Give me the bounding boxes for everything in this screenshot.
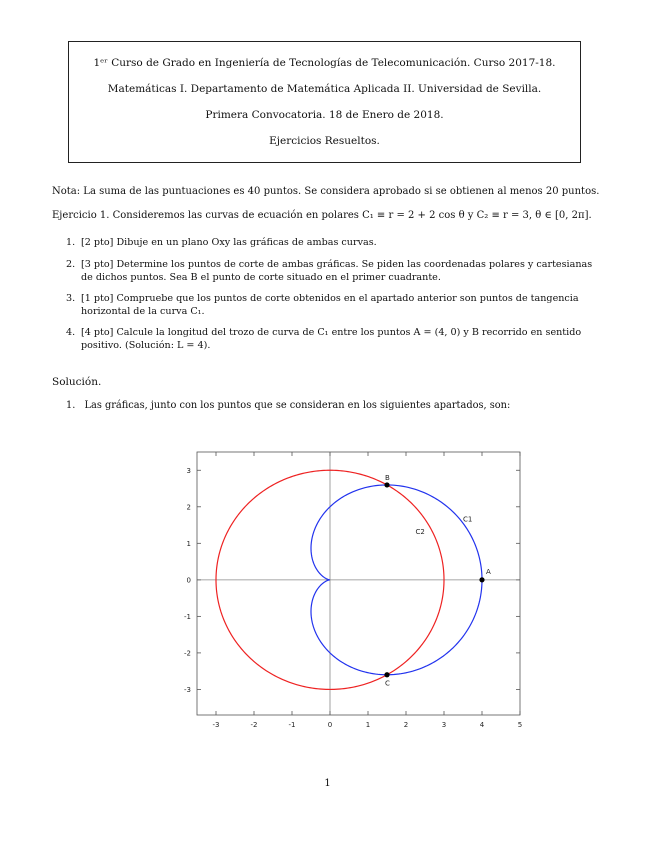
item-number: 2. <box>66 259 76 270</box>
exercise-statement <box>52 210 592 221</box>
item-number: 4. <box>66 327 76 338</box>
page-number: 1 <box>324 778 331 789</box>
exercise-text: Consideremos las curvas de ecuación en polares C₁ ≡ r = 2 + 2 cos θ y C₂ ≡ r = 3, θ ∈ [0, 2π]. <box>112 210 592 221</box>
x-tick-label: -3 <box>212 721 220 729</box>
plot-frame <box>197 452 520 715</box>
x-tick-label: 2 <box>403 721 409 729</box>
item-text: Las gráficas, junto con los puntos que se consideran en los siguientes apartados, son: <box>84 400 511 411</box>
y-tick-label: 1 <box>186 539 191 548</box>
grading-note: Nota: La suma de las puntuaciones es 40 puntos. Se considera aprobado si se obtienen al menos 20 puntos. <box>52 186 600 197</box>
solution-item <box>66 400 510 411</box>
exam-date-line: Primera Convocatoria. 18 de Enero de 2018. <box>205 109 444 121</box>
x-tick-label: 4 <box>479 721 485 729</box>
x-tick-label: 1 <box>365 721 371 729</box>
point-label-C: C <box>385 679 390 688</box>
series-label-C1: C1 <box>463 515 473 524</box>
x-tick-label: 0 <box>327 721 333 729</box>
item-number: 1. <box>66 237 76 248</box>
point-label-B: B <box>385 473 390 482</box>
polar-curves-plot <box>160 440 540 740</box>
item-number: 1. <box>66 400 76 411</box>
x-tick-label: -1 <box>288 721 296 729</box>
y-tick-label: 0 <box>186 576 191 585</box>
item-number: 3. <box>66 293 76 304</box>
series-label-C2: C2 <box>415 528 425 537</box>
x-tick-label: 3 <box>441 721 447 729</box>
point-A <box>479 577 484 582</box>
x-tick-label: 5 <box>517 721 523 729</box>
x-tick-label: -2 <box>250 721 258 729</box>
exercise-label: Ejercicio 1. <box>52 210 110 221</box>
y-tick-label: 3 <box>186 466 191 475</box>
item-text: [2 pto] Dibuje en un plano Oxy las gráficas de ambas curvas. <box>81 237 377 248</box>
subtitle-line: Ejercicios Resueltos. <box>269 135 380 147</box>
point-C <box>384 672 389 677</box>
y-tick-label: 2 <box>186 503 191 512</box>
item-text: [3 pto] Determine los puntos de corte de ambas gráficas. Se piden las coordenadas polares y cartesianas de dichos puntos. Sea B el punto de corte situado en el primer cuadrante. <box>81 259 593 283</box>
header-box <box>68 41 581 163</box>
solution-title: Solución. <box>52 376 102 388</box>
department-line: Matemáticas I. Departamento de Matemática Aplicada II. Universidad de Sevilla. <box>107 83 542 95</box>
y-tick-label: -3 <box>184 685 191 694</box>
item-text: [1 pto] Compruebe que los puntos de corte obtenidos en el apartado anterior son puntos de tangencia horizontal de la curva C₁. <box>81 293 579 317</box>
point-label-A: A <box>486 567 491 576</box>
y-tick-label: -2 <box>184 649 191 658</box>
point-B <box>384 482 389 487</box>
y-tick-label: -1 <box>184 612 191 621</box>
course-line: 1ᵉʳ Curso de Grado en Ingeniería de Tecnologías de Telecomunicación. Curso 2017-18. <box>93 57 556 69</box>
item-text: [4 pto] Calcule la longitud del trozo de curva de C₁ entre los puntos A = (4, 0) y B recorrido en sentido positivo. (Solución: L = 4). <box>81 327 582 351</box>
